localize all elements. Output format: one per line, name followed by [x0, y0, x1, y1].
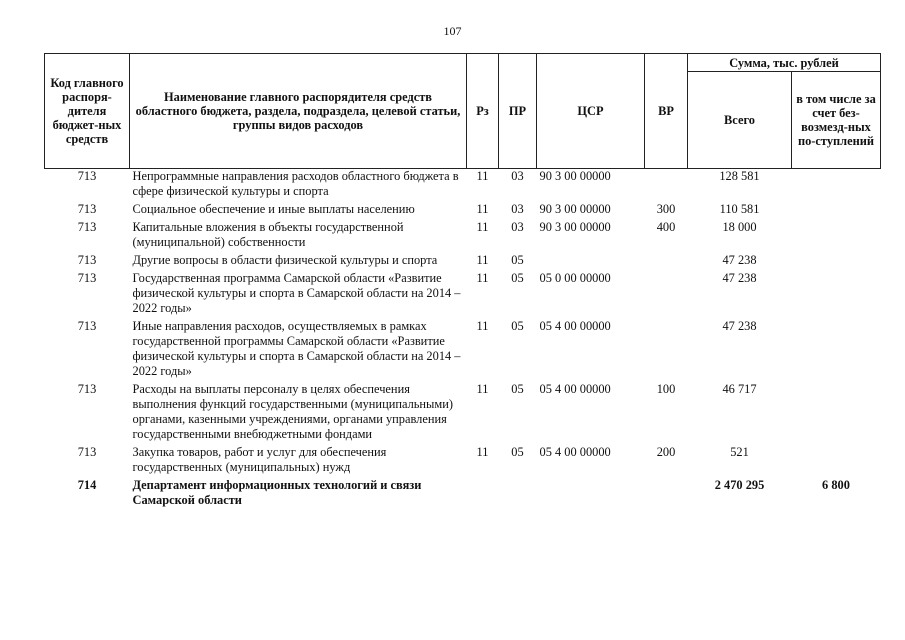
cell-csr: 90 3 00 00000 — [539, 169, 611, 183]
cell-name: Расходы на выплаты персоналу в целях обеспечения выполнения функций государственными (муниципальными) органами, казенными учреждениями, органами управления государственными внебюджетными фондами — [132, 382, 453, 441]
cell-rz: 11 — [476, 445, 489, 459]
header-rz: Рз — [467, 54, 499, 169]
table-row-department — [45, 478, 881, 511]
cell-pr: 05 — [511, 445, 524, 459]
cell-csr: 90 3 00 00000 — [539, 220, 611, 234]
cell-name: Закупка товаров, работ и услуг для обеспечения государственных (муниципальных) нужд — [132, 445, 387, 474]
cell-free — [792, 202, 881, 220]
cell-total: 521 — [730, 445, 749, 459]
header-code: Код главного распоря-дителя бюджет-ных средств — [45, 54, 130, 169]
cell-pr: 05 — [511, 253, 524, 267]
cell-code: 713 — [77, 271, 97, 285]
cell-code: 713 — [77, 382, 97, 396]
cell-name: Департамент информационных технологий и связи Самарской области — [132, 478, 422, 507]
cell-vr — [645, 478, 688, 511]
cell-total: 128 581 — [719, 169, 760, 183]
cell-pr — [499, 478, 537, 511]
table-row — [45, 220, 881, 253]
cell-free — [792, 253, 881, 271]
cell-total: 47 238 — [722, 319, 757, 333]
cell-csr — [537, 253, 645, 271]
cell-rz — [467, 478, 499, 511]
header-vr: ВР — [645, 54, 688, 169]
cell-vr: 400 — [656, 220, 676, 234]
cell-rz: 11 — [476, 271, 489, 285]
cell-pr: 05 — [511, 319, 524, 333]
cell-vr — [645, 319, 688, 382]
cell-rz: 11 — [476, 382, 489, 396]
cell-pr: 03 — [511, 220, 524, 234]
cell-total: 18 000 — [722, 220, 757, 234]
cell-name: Социальное обеспечение и иные выплаты населению — [132, 202, 415, 216]
cell-code: 713 — [77, 253, 97, 267]
table-row — [45, 202, 881, 220]
page-number: 107 — [443, 24, 462, 38]
budget-table — [44, 53, 881, 511]
cell-total: 47 238 — [722, 253, 757, 267]
cell-csr: 90 3 00 00000 — [539, 202, 611, 216]
cell-name: Иные направления расходов, осуществляемых в рамках государственной программы Самарской области «Развитие физической культуры и спорта в Самарской области на 2014 – 2022 годы» — [132, 319, 461, 378]
cell-code: 713 — [77, 169, 97, 183]
table-row — [45, 253, 881, 271]
table-row — [45, 319, 881, 382]
cell-rz: 11 — [476, 319, 489, 333]
cell-code: 713 — [77, 202, 97, 216]
cell-free: 6 800 — [822, 478, 850, 492]
cell-name: Другие вопросы в области физической культуры и спорта — [132, 253, 438, 267]
cell-total: 47 238 — [722, 271, 757, 285]
header-total: Всего — [688, 72, 792, 169]
header-csr: ЦСР — [537, 54, 645, 169]
cell-pr: 05 — [511, 382, 524, 396]
cell-name: Капитальные вложения в объекты государственной (муниципальной) собственности — [132, 220, 404, 249]
cell-name: Государственная программа Самарской области «Развитие физической культуры и спорта в Самарской области на 2014 – 2022 годы» — [132, 271, 461, 315]
cell-vr — [645, 253, 688, 271]
cell-pr: 03 — [511, 202, 524, 216]
cell-code: 713 — [77, 220, 97, 234]
cell-code: 713 — [77, 319, 97, 333]
cell-free — [792, 271, 881, 319]
cell-vr: 100 — [656, 382, 676, 396]
cell-free — [792, 445, 881, 478]
cell-pr: 05 — [511, 271, 524, 285]
table-row — [45, 382, 881, 445]
cell-rz: 11 — [476, 202, 489, 216]
header-name: Наименование главного распорядителя средств областного бюджета, раздела, подраздела, целевой статьи, группы видов расходов — [130, 54, 467, 169]
cell-vr — [645, 271, 688, 319]
cell-name: Непрограммные направления расходов областного бюджета в сфере физической культуры и спорта — [132, 169, 459, 198]
cell-code: 713 — [77, 445, 97, 459]
cell-free — [792, 169, 881, 203]
cell-total: 2 470 295 — [714, 478, 765, 492]
cell-rz: 11 — [476, 169, 489, 183]
cell-free — [792, 382, 881, 445]
cell-total: 46 717 — [722, 382, 757, 396]
cell-csr: 05 4 00 00000 — [539, 445, 611, 459]
cell-vr — [645, 169, 688, 203]
cell-csr — [537, 478, 645, 511]
cell-vr: 300 — [656, 202, 676, 216]
table-row — [45, 445, 881, 478]
table-row — [45, 169, 881, 203]
cell-vr: 200 — [656, 445, 676, 459]
table-row — [45, 271, 881, 319]
cell-free — [792, 220, 881, 253]
cell-csr: 05 4 00 00000 — [539, 382, 611, 396]
cell-free — [792, 319, 881, 382]
cell-rz: 11 — [476, 220, 489, 234]
cell-code: 714 — [77, 478, 97, 492]
table-body — [45, 169, 881, 512]
cell-csr: 05 4 00 00000 — [539, 319, 611, 333]
header-free: в том числе за счет без-возмезд-ных по-ступлений — [792, 72, 881, 169]
header-sum: Сумма, тыс. рублей — [688, 54, 881, 72]
cell-csr: 05 0 00 00000 — [539, 271, 611, 285]
cell-rz: 11 — [476, 253, 489, 267]
cell-pr: 03 — [511, 169, 524, 183]
header-pr: ПР — [499, 54, 537, 169]
cell-total: 110 581 — [719, 202, 760, 216]
